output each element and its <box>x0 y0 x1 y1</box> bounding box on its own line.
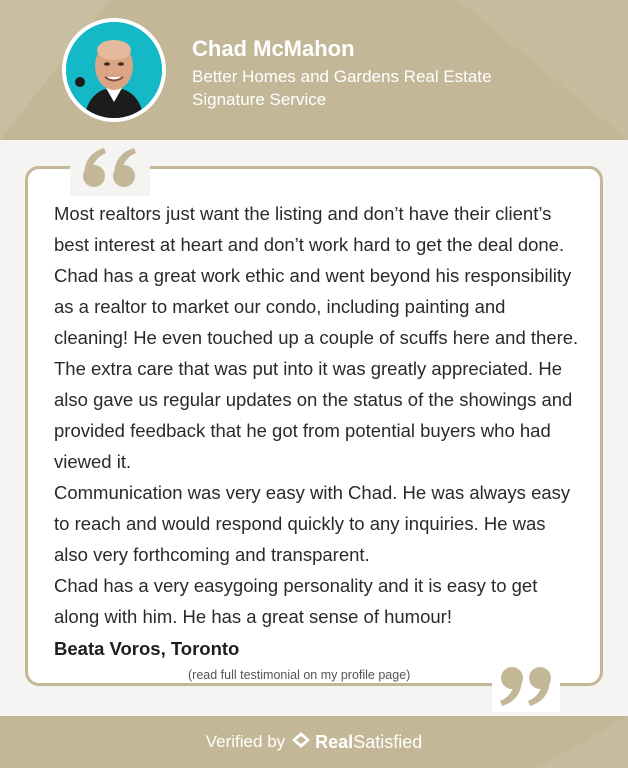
testimonial-paragraph: Most realtors just want the listing and don’t have their client’s best interest at heart and don’t work hard to get the deal done. Chad has a great work ethic and went beyond his responsibility as a realtor to market our condo, including painting and cleaning! He even touched up a couple of scuffs here and there. The extra care that was put into it was greatly appreciated. He also gave us regular updates on the status of the showings and provided feedback that he got from potential buyers who had viewed it. <box>54 203 579 472</box>
agent-company-line1: Better Homes and Gardens Real Estate <box>192 67 492 86</box>
verified-by[interactable] <box>0 716 628 768</box>
testimonial-paragraph: Chad has a very easygoing personality and it is easy to get along with him. He has a great sense of humour! <box>54 575 538 627</box>
reviewer-name: Beata Voros, Toronto <box>54 638 240 659</box>
verified-label: Verified by <box>205 732 286 751</box>
agent-company <box>192 65 592 111</box>
quote-close-icon <box>492 660 560 712</box>
brand-real: Real <box>315 731 354 752</box>
read-more-link[interactable]: (read full testimonial on my profile page) <box>188 668 411 682</box>
agent-avatar <box>62 18 166 122</box>
testimonial-paragraph: Communication was very easy with Chad. He was always easy to reach and would respond quickly to any inquiries. He was also very forthcoming and transparent. <box>54 482 571 565</box>
agent-company-line2: Signature Service <box>192 90 327 109</box>
footer-banner <box>0 716 628 768</box>
brand-satisfied: Satisfied <box>353 731 423 752</box>
agent-photo <box>66 22 162 118</box>
testimonial-text <box>54 198 584 632</box>
realsatisfied-logo-icon <box>291 731 311 754</box>
agent-name: Chad McMahon <box>192 36 355 61</box>
quote-open-icon <box>70 140 150 196</box>
